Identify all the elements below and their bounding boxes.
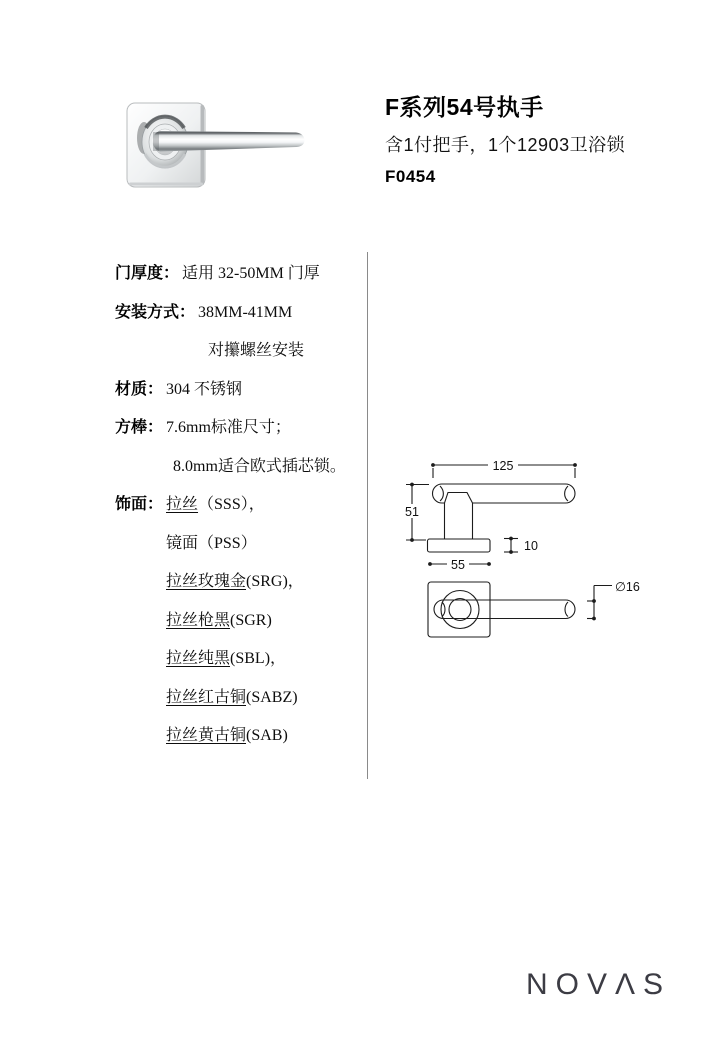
spec-value: 7.6mm标准尺寸； <box>166 419 291 436</box>
spec-value: 304 不锈钢 <box>166 381 243 398</box>
spec-label: 安装方式： <box>115 304 196 321</box>
spec-value: (SABZ) <box>246 689 298 706</box>
header-block <box>385 92 685 187</box>
vertical-divider <box>367 252 368 779</box>
spec-label: 饰面： <box>115 496 164 513</box>
spec-label: 方棒： <box>115 419 164 436</box>
lever-side-view <box>428 484 576 552</box>
brand-logo: NOVΛS <box>526 968 672 1001</box>
dim-125 <box>431 458 577 478</box>
spec-install-method <box>115 302 292 323</box>
spec-value: 适用 32-50MM 门厚 <box>182 265 320 282</box>
spec-value: （SSS）， <box>198 496 265 513</box>
dim-diameter-label: ∅16 <box>615 580 640 594</box>
lever-front-view <box>428 582 575 637</box>
spec-label: 门厚度： <box>115 265 180 282</box>
spec-value: 8.0mm适合欧式插芯锁。 <box>173 458 346 475</box>
spec-finish-pss <box>163 533 257 554</box>
spec-finish-sss: 饰面： 拉丝（SSS）， <box>115 496 265 513</box>
product-includes-text: 含1付把手，1个12903卫浴锁 <box>385 135 626 155</box>
spec-finish-sabz: 拉丝红古铜(SABZ) <box>166 689 298 706</box>
technical-drawing <box>388 448 652 642</box>
dim-55-label: 55 <box>451 558 465 572</box>
spec-finish-sbl: 拉丝纯黑(SBL)， <box>166 650 287 667</box>
spec-value: (SAB) <box>246 727 288 744</box>
spec-value: 镜面（PSS） <box>166 535 257 552</box>
spec-value: (SBL)， <box>230 650 287 667</box>
dim-diameter-16 <box>587 580 640 620</box>
spec-install-method-2 <box>205 340 304 361</box>
product-photo-image <box>108 86 320 202</box>
dim-10-label: 10 <box>524 539 538 553</box>
spec-finish-sgr: 拉丝枪黑(SGR) <box>166 612 272 629</box>
dim-125-label: 125 <box>492 459 514 473</box>
page-title: F系列54号执手 <box>385 94 544 120</box>
spec-value: 38MM-41MM <box>198 304 293 321</box>
handle-lever <box>153 131 305 152</box>
spec-value: (SGR) <box>230 612 272 629</box>
dim-51-label: 51 <box>405 505 419 519</box>
dim-55 <box>428 557 491 572</box>
spec-finish-srg: 拉丝玫瑰金(SRG)， <box>166 573 304 590</box>
spec-value: 对攥螺丝安装 <box>208 342 305 359</box>
dim-10 <box>504 537 538 554</box>
spec-door-thickness <box>115 263 320 284</box>
spec-material <box>115 379 242 400</box>
spec-spindle <box>115 417 291 438</box>
spec-finish-sab: 拉丝黄古铜(SAB) <box>166 727 288 744</box>
spec-value: (SRG)， <box>246 573 304 590</box>
spec-label: 材质： <box>115 381 164 398</box>
product-model-code: F0454 <box>385 167 436 186</box>
dim-51 <box>403 483 429 542</box>
spec-spindle-2 <box>170 456 346 477</box>
